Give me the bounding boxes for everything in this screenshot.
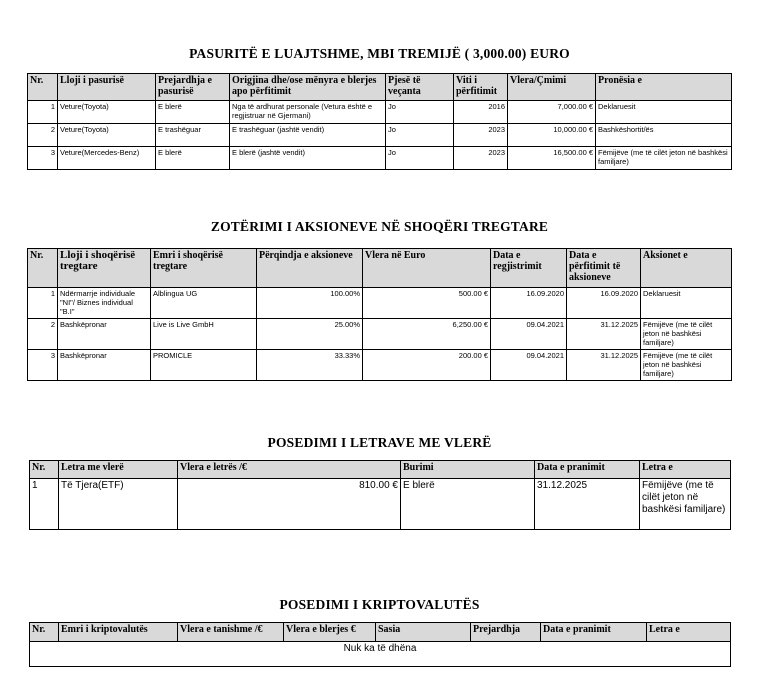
cell-nr: 1 — [30, 479, 59, 530]
cell-security: Të Tjera(ETF) — [59, 479, 178, 530]
cell-receipt-date: 31.12.2025 — [535, 479, 640, 530]
shares-title: ZOTËRIMI I AKSIONEVE NË SHOQËRI TREGTARE — [210, 219, 549, 234]
header-purchase-value: Vlera e blerjes € — [284, 623, 376, 642]
cell-acquisition-date: 31.12.2025 — [567, 319, 641, 350]
cell-asset-type: Veture(Mercedes-Benz) — [58, 147, 156, 170]
header-nr: Nr. — [28, 74, 58, 101]
table-header-row — [28, 249, 732, 288]
header-registration-date: Data e regjistrimit — [491, 249, 567, 288]
header-company-type: Lloji i shoqërisë tregtare — [58, 249, 151, 288]
cell-special-parts: Jo — [386, 101, 454, 124]
header-origin: Prejardhja — [471, 623, 541, 642]
header-special-parts: Pjesë të veçanta — [386, 74, 454, 101]
header-nr: Nr. — [28, 249, 58, 288]
header-crypto-name: Emri i kriptovalutës — [59, 623, 178, 642]
header-ownership: Pronësia e — [596, 74, 732, 101]
cell-security-value: 810.00 € — [178, 479, 401, 530]
header-security: Letra me vlerë — [59, 461, 178, 479]
cell-company-name: PROMICLE — [151, 350, 257, 381]
cell-value-euro: 6,250.00 € — [363, 319, 491, 350]
securities-title: POSEDIMI I LETRAVE ME VLERË — [267, 435, 492, 450]
table-header-row — [30, 461, 731, 479]
table-header-row — [30, 623, 731, 642]
cell-origin: E blerë — [156, 147, 230, 170]
cell-origin: E trashëguar — [156, 124, 230, 147]
header-company-name: Emri i shoqërisë tregtare — [151, 249, 257, 288]
cell-ownership: Deklaruesit — [596, 101, 732, 124]
cell-year: 2023 — [454, 147, 508, 170]
header-receipt-date: Data e pranimit — [541, 623, 647, 642]
table-row — [28, 288, 732, 319]
table-row — [28, 147, 732, 170]
cell-share-percent: 100.00% — [257, 288, 363, 319]
table-row — [28, 350, 732, 381]
cell-asset-type: Veture(Toyota) — [58, 101, 156, 124]
cell-source: E blerë — [401, 479, 535, 530]
cell-company-name: Live is Live GmbH — [151, 319, 257, 350]
cell-share-percent: 25.00% — [257, 319, 363, 350]
table-row — [28, 101, 732, 124]
crypto-title: POSEDIMI I KRIPTOVALUTËS — [279, 597, 480, 612]
header-receipt-date: Data e pranimit — [535, 461, 640, 479]
header-source: Burimi — [401, 461, 535, 479]
cell-special-parts: Jo — [386, 147, 454, 170]
cell-company-type: Bashkëpronar — [58, 350, 151, 381]
crypto-table — [29, 622, 731, 667]
cell-shares-of: Fëmijëve (me të cilët jeton në bashkësi familjare) — [641, 319, 732, 350]
table-row — [28, 124, 732, 147]
table-row — [30, 642, 731, 667]
shares-table — [27, 248, 732, 381]
cell-share-percent: 33.33% — [257, 350, 363, 381]
header-year: Viti i përfitimit — [454, 74, 508, 101]
cell-value: 7,000.00 € — [508, 101, 596, 124]
movable-assets-title: PASURITË E LUAJTSHME, MBI TREMIJË ( 3,000.00) EURO — [189, 46, 570, 61]
header-crypto-of: Letra e — [647, 623, 731, 642]
no-data-cell: Nuk ka të dhëna — [30, 642, 731, 667]
cell-company-name: Alblingua UG — [151, 288, 257, 319]
cell-security-of: Fëmijëve (me të cilët jeton në bashkësi familjare) — [640, 479, 731, 530]
header-value-euro: Vlera në Euro — [363, 249, 491, 288]
cell-shares-of: Fëmijëve (me të cilët jeton në bashkësi familjare) — [641, 350, 732, 381]
cell-nr: 1 — [28, 101, 58, 124]
cell-ownership: Fëmijëve (me të cilët jeton në bashkësi familjare) — [596, 147, 732, 170]
cell-shares-of: Deklaruesit — [641, 288, 732, 319]
header-share-percent: Përqindja e aksioneve — [257, 249, 363, 288]
header-acquisition-date: Data e përfitimit të aksioneve — [567, 249, 641, 288]
header-value: Vlera/Çmimi — [508, 74, 596, 101]
header-nr: Nr. — [30, 623, 59, 642]
cell-nr: 2 — [28, 124, 58, 147]
cell-ownership: Bashkëshortit/ës — [596, 124, 732, 147]
cell-nr: 3 — [28, 147, 58, 170]
header-nr: Nr. — [30, 461, 59, 479]
cell-value-euro: 500.00 € — [363, 288, 491, 319]
cell-registration-date: 16.09.2020 — [491, 288, 567, 319]
cell-registration-date: 09.04.2021 — [491, 319, 567, 350]
header-origin: Prejardhja e pasurisë — [156, 74, 230, 101]
cell-company-type: Bashkëpronar — [58, 319, 151, 350]
cell-acquisition-date: 31.12.2025 — [567, 350, 641, 381]
table-header-row — [28, 74, 732, 101]
table-row — [30, 479, 731, 530]
cell-value-euro: 200.00 € — [363, 350, 491, 381]
header-quantity: Sasia — [376, 623, 471, 642]
cell-year: 2023 — [454, 124, 508, 147]
cell-year: 2016 — [454, 101, 508, 124]
cell-registration-date: 09.04.2021 — [491, 350, 567, 381]
cell-acquisition-method: Nga të ardhurat personale (Vetura është e regjistruar në Gjermani) — [230, 101, 386, 124]
cell-origin: E blerë — [156, 101, 230, 124]
cell-asset-type: Veture(Toyota) — [58, 124, 156, 147]
header-security-of: Letra e — [640, 461, 731, 479]
movable-assets-table — [27, 73, 732, 170]
cell-acquisition-date: 16.09.2020 — [567, 288, 641, 319]
cell-nr: 1 — [28, 288, 58, 319]
cell-value: 10,000.00 € — [508, 124, 596, 147]
table-row — [28, 319, 732, 350]
cell-nr: 2 — [28, 319, 58, 350]
cell-acquisition-method: E blerë (jashtë vendit) — [230, 147, 386, 170]
cell-special-parts: Jo — [386, 124, 454, 147]
header-shares-of: Aksionet e — [641, 249, 732, 288]
header-asset-type: Lloji i pasurisë — [58, 74, 156, 101]
cell-value: 16,500.00 € — [508, 147, 596, 170]
header-acquisition-method: Origjina dhe/ose mënyra e blerjes apo përfitimit — [230, 74, 386, 101]
cell-acquisition-method: E trashëguar (jashtë vendit) — [230, 124, 386, 147]
header-security-value: Vlera e letrës /€ — [178, 461, 401, 479]
cell-nr: 3 — [28, 350, 58, 381]
securities-table — [29, 460, 731, 530]
header-current-value: Vlera e tanishme /€ — [178, 623, 284, 642]
cell-company-type: Ndërmarrje individuale "NI"/ Biznes individual "B.I" — [58, 288, 151, 319]
